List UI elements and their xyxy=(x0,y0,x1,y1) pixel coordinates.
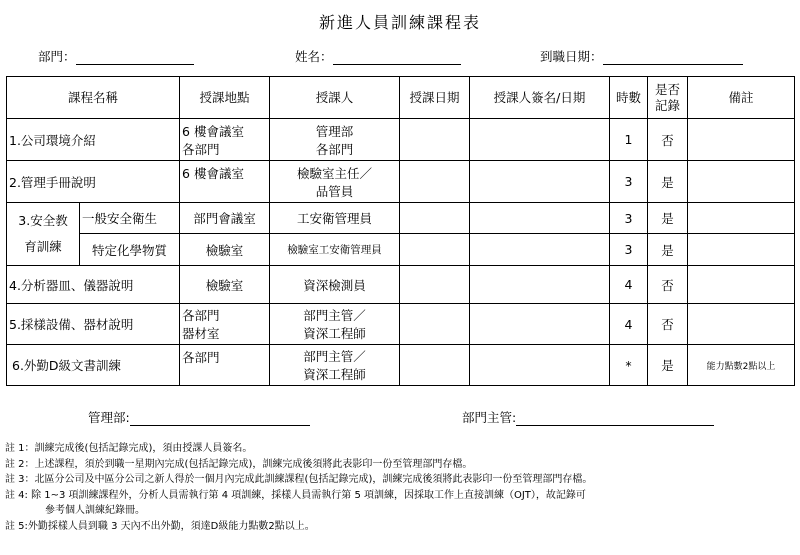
col-record-line1: 是否 xyxy=(655,81,681,97)
hours: 3 xyxy=(610,203,648,234)
signature-cell[interactable] xyxy=(470,234,610,266)
remark-cell[interactable] xyxy=(688,304,795,345)
location xyxy=(180,304,270,345)
date-cell[interactable] xyxy=(400,345,470,386)
note-4: 註 4: 除 1~3 項訓練課程外，分析人員需執行第 4 項訓練，採樣人員需執行第 5 項訓練，因採取工作上直接訓練（OJT），故記錄可 xyxy=(5,489,586,501)
instructor-line: 資深工程師 xyxy=(303,367,366,382)
col-location: 授課地點 xyxy=(180,77,270,119)
instructor xyxy=(270,234,400,266)
start-date-field xyxy=(540,47,743,65)
remark-cell[interactable]: 能力點數2點以上 xyxy=(688,345,795,386)
note-4-continued: 參考個人訓練紀錄冊。 xyxy=(45,505,145,517)
signature-cell[interactable] xyxy=(470,304,610,345)
col-date: 授課日期 xyxy=(400,77,470,119)
remark-cell[interactable] xyxy=(688,234,795,266)
col-record-line2: 記錄 xyxy=(655,97,681,113)
location-line: 檢驗室 xyxy=(205,277,244,293)
remark-cell[interactable] xyxy=(688,203,795,234)
signature-cell[interactable] xyxy=(470,345,610,386)
location-line: 6 樓會議室 xyxy=(182,166,244,181)
col-remark: 備註 xyxy=(688,77,795,119)
date-cell[interactable] xyxy=(400,304,470,345)
dept-head-signature-field xyxy=(462,408,714,426)
location-line: 檢驗室 xyxy=(205,242,244,258)
admin-signature-blank[interactable] xyxy=(130,412,310,426)
hours: 4 xyxy=(610,266,648,304)
col-course-name: 課程名稱 xyxy=(7,77,180,119)
admin-signature-label: 管理部: xyxy=(88,410,130,425)
col-instructor: 授課人 xyxy=(270,77,400,119)
record-flag: 是 xyxy=(648,345,688,386)
instructor-line: 各部門 xyxy=(315,141,354,157)
signature-cell[interactable] xyxy=(470,161,610,203)
department-field xyxy=(38,47,194,65)
date-cell[interactable] xyxy=(400,161,470,203)
page-title: 新進人員訓練課程表 xyxy=(318,13,481,32)
record-flag: 否 xyxy=(648,119,688,161)
record-flag: 是 xyxy=(648,161,688,203)
date-cell[interactable] xyxy=(400,203,470,234)
location xyxy=(180,234,270,266)
instructor xyxy=(270,119,400,161)
instructor-line: 工安衛管理員 xyxy=(297,211,373,226)
instructor xyxy=(270,266,400,304)
signature-cell[interactable] xyxy=(470,119,610,161)
sub-course-name: 一般安全衛生 xyxy=(80,203,180,234)
start-date-blank[interactable] xyxy=(603,51,743,65)
location xyxy=(180,203,270,234)
record-flag: 否 xyxy=(648,304,688,345)
location-line: 各部門 xyxy=(182,141,220,157)
location xyxy=(180,266,270,304)
instructor-line: 管理部 xyxy=(315,123,354,139)
table-row xyxy=(7,234,795,266)
instructor xyxy=(270,345,400,386)
name-label: 姓名： xyxy=(295,49,333,64)
remark-cell[interactable] xyxy=(688,266,795,304)
table-row xyxy=(7,345,795,386)
course-group-line: 3.安全教 xyxy=(18,213,68,228)
dept-head-signature-label: 部門主管: xyxy=(462,410,517,425)
instructor-line: 檢驗室主任／ xyxy=(297,165,373,181)
instructor-line: 部門主管／ xyxy=(303,349,366,364)
location-line: 器材室 xyxy=(182,326,220,341)
table-row xyxy=(7,119,795,161)
table-row xyxy=(7,161,795,203)
remark-cell[interactable] xyxy=(688,161,795,203)
remark-cell[interactable] xyxy=(688,119,795,161)
instructor xyxy=(270,161,400,203)
col-signature-date: 授課人簽名/日期 xyxy=(470,77,610,119)
date-cell[interactable] xyxy=(400,119,470,161)
instructor-line: 部門主管／ xyxy=(303,308,366,323)
hours: * xyxy=(610,345,648,386)
record-flag: 是 xyxy=(648,234,688,266)
table-row xyxy=(7,266,795,304)
record-flag: 是 xyxy=(648,203,688,234)
course-name: 6.外勤D級文書訓練 xyxy=(7,345,180,386)
instructor-line: 資深檢測員 xyxy=(303,277,366,293)
instructor-line: 檢驗室工安衛管理員 xyxy=(287,244,382,256)
course-group-name xyxy=(7,203,80,266)
note-2: 註 2：上述課程，須於到職一星期內完成(包括記錄完成)，訓練完成後須將此表影印一份至管理部門存檔。 xyxy=(5,458,473,470)
training-course-table xyxy=(6,76,795,386)
sub-course-name: 特定化學物質 xyxy=(80,234,180,266)
signature-cell[interactable] xyxy=(470,266,610,304)
course-name: 2.管理手冊說明 xyxy=(7,161,180,203)
location-line: 各部門 xyxy=(182,350,220,365)
table-row xyxy=(7,304,795,345)
location xyxy=(180,161,270,203)
department-label: 部門： xyxy=(38,49,76,64)
note-3: 註 3：北區分公司及中區分公司之新人得於一個月內完成此訓練課程(包括記錄完成)，訓練完成後須將此表影印一份至管理部門存檔。 xyxy=(5,474,593,486)
dept-head-signature-blank[interactable] xyxy=(516,412,714,426)
instructor xyxy=(270,304,400,345)
date-cell[interactable] xyxy=(400,266,470,304)
hours: 3 xyxy=(610,161,648,203)
note-5: 註 5:外勤採樣人員到職 3 天內不出外勤，須達D級能力點數2點以上。 xyxy=(5,520,315,532)
name-field xyxy=(295,47,461,65)
instructor xyxy=(270,203,400,234)
note-1: 註 1：訓練完成後(包括記錄完成)，須由授課人員簽名。 xyxy=(5,443,253,454)
admin-signature-field xyxy=(88,408,310,426)
table-row xyxy=(7,203,795,234)
name-blank[interactable] xyxy=(333,51,461,65)
notes-section xyxy=(5,441,592,535)
department-blank[interactable] xyxy=(76,51,194,65)
course-name: 4.分析器皿、儀器說明 xyxy=(7,266,180,304)
signature-cell[interactable] xyxy=(470,203,610,234)
record-flag: 否 xyxy=(648,266,688,304)
course-group-line: 育訓練 xyxy=(24,239,62,254)
table-header-row xyxy=(7,77,795,119)
course-name: 1.公司環境介紹 xyxy=(7,119,180,161)
location xyxy=(180,345,270,386)
instructor-line: 品管員 xyxy=(315,183,354,199)
instructor-line: 資深工程師 xyxy=(303,326,366,341)
location-line: 6 樓會議室 xyxy=(182,123,244,139)
col-hours: 時數 xyxy=(610,77,648,119)
hours: 4 xyxy=(610,304,648,345)
date-cell[interactable] xyxy=(400,234,470,266)
hours: 3 xyxy=(610,234,648,266)
col-record xyxy=(648,77,688,119)
hours: 1 xyxy=(610,119,648,161)
start-date-label: 到職日期： xyxy=(540,49,603,64)
location xyxy=(180,119,270,161)
course-name: 5.採樣設備、器材說明 xyxy=(7,304,180,345)
location-line: 各部門 xyxy=(182,308,220,323)
location-line: 部門會議室 xyxy=(193,211,256,226)
